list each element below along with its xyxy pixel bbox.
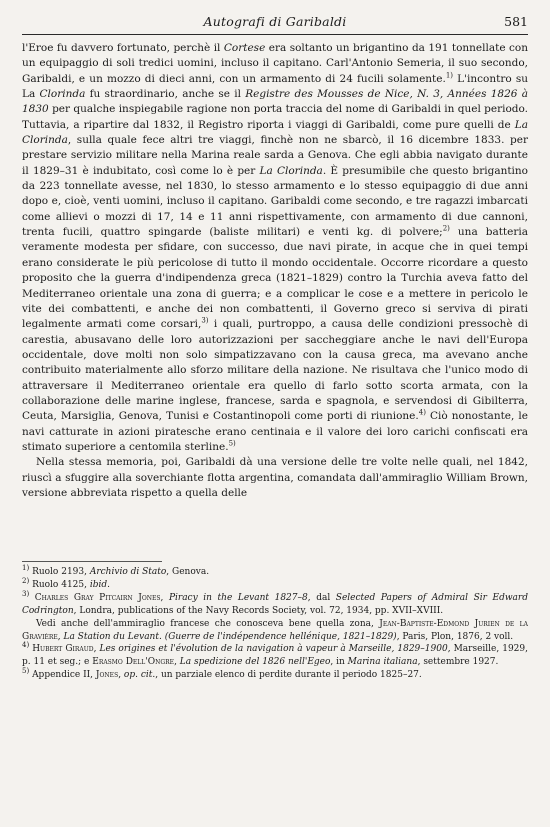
footnote-text: , [57,631,64,642]
footnote-number: 4) [22,641,30,650]
main-text [22,41,528,501]
footnote-text: La spedizione del 1826 nell'Egeo [179,657,331,668]
footnote-text: Piracy in the Levant 1827–8 [168,592,308,603]
ship-name: Clorinda [39,88,86,101]
paragraph [22,41,528,455]
text-run: era soltanto un brigantino da 191 tonnellate con un equipaggio di soli tredici uomini, incluso il capitano. Carl'Antonio Semeria, il suo secondo, Garibaldi, e un mozzo di dieci anni, con un armamento di 24 fucili solamente. [22,42,528,85]
footnote [22,589,528,618]
footnote-text: , dal [307,592,336,603]
footnote-text: La Station du Levant. (Guerre de l'indépendence hellénique, 1821–1829) [63,631,397,642]
text-run: l'Eroe fu davvero fortunato, perchè il [22,42,224,54]
footnote-text: , un parziale elenco di perdite durante il periodo 1825–27. [155,670,422,681]
footnote [22,669,528,682]
footnote-author: Erasmo Dell'Ongre [92,657,175,668]
footnote-text: Marina italiana [347,657,418,668]
text-run: fu straordinario, anche se il [85,88,246,101]
text-run: per qualche inspiegabile ragione non porta traccia del nome di Garibaldi in quel periodo. Tuttavia, a ripartire dal 1832, il Registro riporta i viaggi di Garibaldi, come pure quelli de [22,103,528,131]
footnote-author: Jones [95,670,119,681]
footnote-text: Selected Papers of Admiral Sir Edward Codrington [22,592,528,616]
text-run: i quali, purtroppo, a causa delle condizioni pressochè di carestia, abusavano delle loro autorizzazioni per saccheggiare anche le navi dell'Europa occidentale, dove molti non solo simpatizzavano con la causa greca, ma avevano anche contribuito materialmente allo sforzo militare della nazione. Ne risultava che l'unico modo di attraversare il Mediterraneo orientale era quello di farlo sotto scorta armata, con la collaborazione delle marine inglese, francese, sarda e spagnola, e servendosi di Gibilterra, Ceuta, Marsiglia, Genova, Tunisi e Costantinopoli come porti di riunione. [22,318,528,423]
text-run: Ciò nonostante, le navi catturate in azioni piratesche erano centinaia e il valore dei loro carichi confiscati era stimato superiore a centomila sterline. [22,410,528,453]
register-title: Registre des Mousses de Nice, N. 3, Années 1826 à 1830 [22,88,528,116]
footnote [22,576,528,592]
footnote-text: , in [330,657,348,668]
text-run: , sulla quale fece altri tre viaggi, finchè non ne sbarcò, il 16 dicembre 1833. per prestare servizio militare nella Marina reale sarda a Genova. Che egli abbia navigato durante il 1829–31 è indubitato, così come lo è per [22,134,528,177]
footnote-rule [22,561,162,562]
footnote-number: 1) [22,564,30,572]
footnote-number: 5) [22,667,30,676]
footnote-ref: 4) [418,408,426,417]
ship-name: La Clorinda [22,118,528,147]
page-number: 581 [504,14,528,29]
footnote-text: , Marseille, 1929, p. 11 et seg.; e [22,644,528,668]
running-header [22,14,528,35]
text-run: . È presumibile che questo brigantino da 223 tonnellate avesse, nel 1830, lo stesso armamento e lo stesso equipaggio di due anni dopo e, cioè, venti uomini, incluso il capitano. Garibaldi come secondo, e tre ragazzi imbarcati come allievi o mozzi di 17, 14 e 11 anni rispettivamente, con armamento di due cannoni, trenta fucili, quattro spingarde (baliste militari) e venti kg. di polvere; [22,164,529,239]
footnote-text: Les origines et l'évolution de la navigation à vapeur à Marseille, 1829–1900 [99,644,448,655]
footnote-author: Hubert Giraud, [32,644,100,655]
footnote-text: Vedi anche dell'ammiraglio francese che conosceva bene quella zona, [36,618,380,629]
footnote-ref: 2) [442,224,450,233]
ship-name: La Clorinda [259,164,323,177]
footnote-author: Charles Gray Pitcairn Jones, [34,592,169,603]
footnote [22,618,528,644]
footnote-text: Ruolo 4125, [32,579,90,590]
footnote-number: 2) [22,576,30,585]
footnote-text: , Londra, publications of the Navy Records Society, vol. 72, 1934, pp. XVII–XVIII. [73,605,444,616]
text-run: L'incontro su La [22,72,528,101]
footnote [22,643,528,669]
footnote-ref: 3) [201,316,209,325]
running-title: Autografi di Garibaldi [203,14,347,29]
footnote-text: , Paris, Plon, 1876, 2 voll. [396,631,514,642]
footnote-text: , settembre 1927. [417,657,499,668]
footnote [22,566,528,579]
footnote-ref: 1) [445,71,454,80]
footnote-text: Archivio di Stato [89,567,167,577]
footnote-ref: 5) [228,439,236,448]
paragraph: Nella stessa memoria, poi, Garibaldi dà una versione delle tre volte nelle quali, nel 1842, riuscì a sfuggire alla soverchiante flotta argentina, comandata dall'ammiraglio William Brown, versione abbreviata rispetto a quella delle [22,456,528,499]
text-run: una batteria veramente modesta per sfidare, con successo, due navi pirate, in acque che in quei tempi erano considerate le più pericolose di tutto il mondo occidentale. Occorre ricordare a questo proposito che la guerra d'indipendenza greca (1821–1829) contro la Turchia aveva fatto del Mediterraneo orientale una zona di guerra; e a complicar le cose e a mettere in pericolo le vite dei combattenti, e anche dei non combattenti, il Governo greco si serviva di pirati legalmente armati come corsari, [22,226,528,331]
footnote-author: Jean-Baptiste-Edmond Jurien de la Gravière [22,618,528,642]
footnote-text: , [174,657,180,668]
footnote-text: Ruolo 2193, [32,567,90,577]
footnote-text: ibid. [89,579,110,590]
footnotes [22,566,528,682]
footnote-number: 3) [22,589,30,598]
footnote-text: , [118,670,124,681]
ship-name: Cortese [223,42,266,54]
footnote-text: Appendice II, [32,670,96,681]
footnote-text: , Genova. [166,567,210,577]
footnote-text: op. cit. [123,670,156,681]
